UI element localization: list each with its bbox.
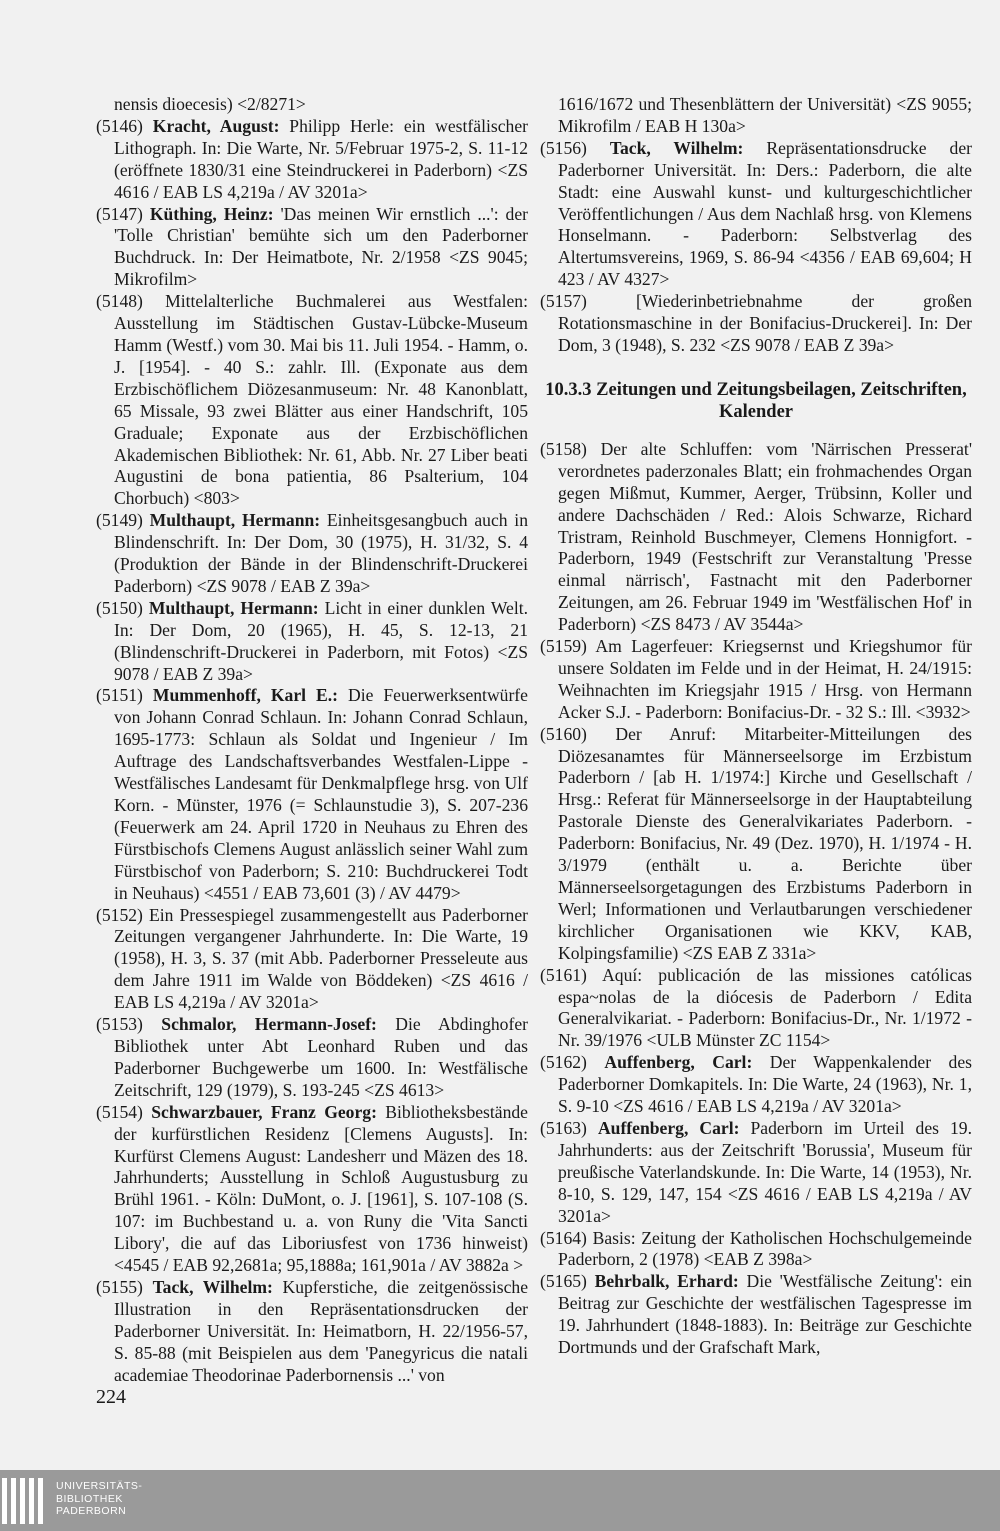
entry-author: Multhaupt, Hermann: bbox=[149, 510, 321, 531]
entry-number: (5152) bbox=[96, 904, 149, 925]
entry-number: (5151) bbox=[96, 685, 153, 706]
right-column-top bbox=[540, 94, 972, 357]
entry-number: (5148) bbox=[96, 291, 166, 312]
section-heading: 10.3.3 Zeitungen und Zeitungsbeilagen, Zeitschriften, Kalender bbox=[545, 379, 967, 422]
entry-text: 'Das meinen Wir ernstlich ...': der 'Tolle Christian' bemühte sich um den Paderborner Buchdruck. In: Der Heimatbote, Nr. 2/1958 <ZS 9045; Mikrofilm> bbox=[114, 203, 528, 290]
entry-number: (5159) bbox=[540, 636, 596, 657]
entry-text: Aquí: publicación de las missiones católicas espa~nolas de la diócesis de Paderborn / Edita Generalvikariat. - Paderborn: Bonifacius-Dr., Nr. 1/1972 - Nr. 39/1976 <ULB Münster ZC 1154> bbox=[558, 964, 972, 1051]
entry-author: Schwarzbauer, Franz Georg: bbox=[151, 1101, 377, 1122]
entry-number: (5163) bbox=[540, 1117, 598, 1138]
entry-author: Mummenhoff, Karl E.: bbox=[152, 685, 339, 706]
bibliography-entry bbox=[96, 598, 528, 686]
entry-text: Die Abdinghofer Bibliothek unter Abt Leonhard Ruben und das Paderborner Buchgewerbe um 1600. In: Westfälische Zeitschrift, 129 (1979), S. 193-245 <ZS 4613> bbox=[114, 1014, 528, 1100]
entry-text: nensis dioecesis) <2/8271> bbox=[114, 94, 306, 114]
bibliography-entry bbox=[540, 724, 972, 965]
entry-text: Die 'Westfälische Zeitung': ein Beitrag zur Geschichte der westfälischen Tagespresse im 19. Jahrhundert (1848-1883). In: Beiträge zur Geschichte Dortmunds und der Grafschaft Mark, bbox=[558, 1271, 972, 1358]
bibliography-entry bbox=[96, 905, 528, 1015]
library-footer bbox=[0, 1470, 1000, 1531]
entry-number: (5147) bbox=[96, 203, 150, 224]
right-column bbox=[540, 94, 972, 1359]
entry-number: (5154) bbox=[96, 1101, 152, 1122]
entry-number: (5150) bbox=[96, 597, 149, 618]
bibliography-entry bbox=[96, 204, 528, 292]
entry-text: Die Feuerwerksentwürfe von Johann Conrad Schlaun. In: Johann Conrad Schlaun, 1695-1773: Schlaun als Soldat und Ingenieur / Im Auftrage des Landschaftsverbandes Westfalen-Lippe - Westfälisches Landesamt für Denkmalpflege hrsg. von Ulf Korn. - Münster, 1976 (= Schlaunstudie 3), S. 207-236 (Feuerwerk am 24. April 1720 in Neuhaus zu Ehren des Fürstbischofs Clemens August anlässlich seiner Wahl zum Fürstbischof von Paderborn; S. 210: Buchdruckerei Todt in Neuhaus) <4551 / EAB 73,601 (3) / AV 4479> bbox=[114, 685, 528, 903]
entry-text: 1616/1672 und Thesenblättern der Universität) <ZS 9055; Mikrofilm / EAB H 130a> bbox=[558, 94, 972, 136]
entry-number: (5156) bbox=[540, 137, 610, 158]
entry-number: (5165) bbox=[540, 1271, 595, 1292]
bibliography-entry bbox=[96, 1277, 528, 1387]
entry-text: Basis: Zeitung der Katholischen Hochschulgemeinde Paderborn, 2 (1978) <EAB Z 398a> bbox=[558, 1227, 972, 1270]
entry-text: Repräsentationsdrucke der Paderborner Universität. In: Ders.: Paderborn, die alte Stadt: eine Auswahl kunst- und kulturgeschichtlicher Veröffentlichungen / Aus dem Nachlaß hrsg. von Klemens Honselmann. - Paderborn: Selbstverlag des Altertumsvereins, 1969, S. 86-94 <4356 / EAB 69,604; H 423 / AV 4327> bbox=[558, 137, 972, 290]
entry-text: Licht in einer dunklen Welt. In: Der Dom, 20 (1965), H. 45, S. 12-13, 21 (Blindenschrift-Druckerei in Paderborn, mit Fotos) <ZS 9078 / EAB Z 39a> bbox=[114, 597, 529, 684]
entry-text: Mittelalterliche Buchmalerei aus Westfalen: Ausstellung im Städtischen Gustav-Lübcke-Museum Hamm (Westf.) vom 30. Mai bis 11. Juli 1954. - Hamm, o. J. [1954]. - 40 S.: zahlr. Ill. (Exponate aus dem Erzbischöflichem Diözesanmuseum: Nr. 48 Kanonblatt, 65 Missale, 93 zwei Blätter aus einer Handschrift, 105 Graduale; Exponate aus der Erzbischöflichen Akademischen Bibliothek: Nr. 61, Abb. Nr. 27 Liber beati Augustini de bona patientia, 86 Psalterium, 104 Chorbuch) <803> bbox=[114, 291, 528, 509]
entry-author: Kracht, August: bbox=[152, 115, 280, 136]
bibliography-entry bbox=[96, 510, 528, 598]
entry-number: (5146) bbox=[96, 115, 153, 136]
bibliography-entry bbox=[540, 1228, 972, 1272]
entry-continuation bbox=[96, 94, 528, 116]
library-name-line: BIBLIOTHEK bbox=[56, 1492, 123, 1505]
entry-author: Behrbalk, Erhard: bbox=[594, 1271, 739, 1292]
bibliography-entry bbox=[540, 1271, 972, 1359]
entry-author: Küthing, Heinz: bbox=[149, 203, 274, 224]
right-column-bottom bbox=[540, 439, 972, 1359]
bibliography-entry bbox=[540, 291, 972, 357]
entry-text: Am Lagerfeuer: Kriegsernst und Kriegshumor für unsere Soldaten im Felde und in der Heimat, H. 24/1915: Weihnachten im Kriegsjahr 1915 / Hrsg. von Hermann Acker S.J. - Paderborn: Bonifacius-Dr. - 32 S.: Ill. <3932> bbox=[558, 636, 972, 722]
entry-author: Auffenberg, Carl: bbox=[604, 1052, 753, 1073]
entry-author: Auffenberg, Carl: bbox=[597, 1117, 740, 1138]
library-name-line: PADERBORN bbox=[56, 1505, 127, 1517]
bibliography-entry bbox=[96, 1014, 528, 1102]
entry-text: Kupferstiche, die zeitgenössische Illustration in den Repräsentationsdrucken der Paderborner Universität. In: Heimatborn, H. 22/1956-57, S. 85-88 (mit Beispielen aus dem 'Panegyricus die natali academiae Theodorinae Paderbornensis ...' von bbox=[114, 1276, 528, 1385]
entry-text: Der Wappenkalender des Paderborner Domkapitels. In: Die Warte, 24 (1963), Nr. 1, S. 9-10 <ZS 4616 / EAB LS 4,219a / AV 3201a> bbox=[558, 1052, 972, 1117]
entry-text: [Wiederinbetriebnahme der großen Rotationsmaschine in der Bonifacius-Druckerei]. In: Der Dom, 3 (1948), S. 232 <ZS 9078 / EAB Z 39a> bbox=[558, 291, 972, 355]
bibliography-entry bbox=[540, 636, 972, 724]
entry-continuation bbox=[540, 94, 972, 138]
entry-number: (5149) bbox=[96, 510, 150, 531]
bibliography-entry bbox=[540, 1052, 972, 1118]
left-column bbox=[96, 94, 528, 1386]
entry-number: (5153) bbox=[96, 1014, 162, 1035]
entry-text: Bibliotheksbestände der kurfürstlichen Residenz [Clemens Augusts]. In: Kurfürst Clemens August: Landesherr und Mäzen des 18. Jahrhunderts; Ausstellung in Schloß Augustusburg zu Brühl 1961. - Köln: DuMont, o. J. [1961], S. 107-108 (S. 107: im Buchbestand u. a. von Runy die 'Vita Sancti Libory', die auf das Liboriusfest von 1736 hinweist) <4545 / EAB 92,2681a; 95,1888a; 161,901a / AV 3882a > bbox=[114, 1101, 528, 1276]
bibliography-entry bbox=[540, 1118, 972, 1228]
entry-number: (5162) bbox=[540, 1052, 605, 1073]
entry-author: Multhaupt, Hermann: bbox=[148, 597, 319, 618]
bibliography-entry bbox=[96, 1102, 528, 1277]
entry-number: (5161) bbox=[540, 964, 603, 985]
entry-text: Ein Pressespiegel zusammengestellt aus Paderborner Zeitungen vergangener Jahrhunderte. In: Die Warte, 19 (1958), H. 3, S. 37 (mit Abb. Paderborner Presseleute aus dem Jahre 1911 im Walde von Böddeken) <ZS 4616 / EAB LS 4,219a / AV 3201a> bbox=[114, 904, 528, 1013]
entry-author: Tack, Wilhelm: bbox=[152, 1276, 273, 1297]
entry-text: Paderborn im Urteil des 19. Jahrhunderts: aus der Zeitschrift 'Borussia', Museum für preußische Vaterlandskunde. In: Die Warte, 14 (1953), Nr. 8-10, S. 129, 147, 154 <ZS 4616 / EAB LS 4,219a / AV 3201a> bbox=[558, 1117, 973, 1226]
bibliography-entry bbox=[96, 291, 528, 510]
bibliography-entry bbox=[96, 116, 528, 204]
page-number: 224 bbox=[96, 1386, 126, 1408]
entry-number: (5158) bbox=[540, 438, 601, 459]
bibliography-entry bbox=[540, 439, 972, 636]
entry-author: Schmalor, Hermann-Josef: bbox=[161, 1014, 377, 1035]
library-name-line: UNIVERSITÄTS- bbox=[56, 1480, 143, 1492]
entry-number: (5155) bbox=[96, 1276, 153, 1297]
bibliography-entry bbox=[540, 965, 972, 1053]
entry-text: Der alte Schluffen: vom 'Närrischen Presserat' verordnetes paderzonales Blatt; ein frohmachendes Organ gegen Mißmut, Kummer, Aerger, Trübsinn, Koller und andere Dachschäden / Red.: Alois Schwarze, Richard Tristram, Reinhold Buschmeyer, Clemens Honnigfort. - Paderborn, 1949 (Festschrift zur Veranstaltung 'Presse einmal närrisch', Fastnacht mit den Paderborner Zeitungen, am 26. Februar 1949 im 'Westfälischen Hof' in Paderborn) <ZS 8473 / AV 3544a> bbox=[558, 438, 972, 635]
entry-number: (5160) bbox=[540, 723, 616, 744]
entry-author: Tack, Wilhelm: bbox=[609, 137, 744, 158]
library-logo-bars bbox=[0, 1478, 52, 1524]
bibliography-entry bbox=[96, 685, 528, 904]
entry-number: (5157) bbox=[540, 291, 637, 312]
entry-text: Einheitsgesangbuch auch in Blindenschrift. In: Der Dom, 30 (1975), H. 31/32, S. 4 (Produktion der Bände in der Blindenschrift-Druckerei Paderborn) <ZS 9078 / EAB Z 39a> bbox=[114, 510, 528, 596]
library-name bbox=[56, 1480, 142, 1518]
entry-number: (5164) bbox=[540, 1227, 593, 1248]
bibliography-entry bbox=[540, 138, 972, 291]
entry-text: Der Anruf: Mitarbeiter-Mitteilungen des Diözesanamtes für Männerseelsorge im Erzbistum Paderborn / [ab H. 1/1974:] Kirche und Gesellschaft / Hrsg.: Referat für Männerseelsorge in der Hauptabteilung Pastorale Dienste des Generalvikariates Paderborn. - Paderborn: Bonifacius, Nr. 49 (Dez. 1970), H. 1/1974 - H. 3/1979 (enthält u. a. Berichte über Männerseelsorgetagungen des Erzbistums Paderborn in Werl; Informationen und Verlautbarungen verschiedener kirchlicher Organisationen wie KKV, KAB, Kolpingsfamilie) <ZS EAB Z 331a> bbox=[558, 723, 972, 963]
entry-text: Philipp Herle: ein westfälischer Lithograph. In: Die Warte, Nr. 5/Februar 1975-2, S. 11-12 (eröffnete 1830/31 eine Steindruckerei in Paderborn) <ZS 4616 / EAB LS 4,219a / AV 3201a> bbox=[114, 115, 528, 202]
